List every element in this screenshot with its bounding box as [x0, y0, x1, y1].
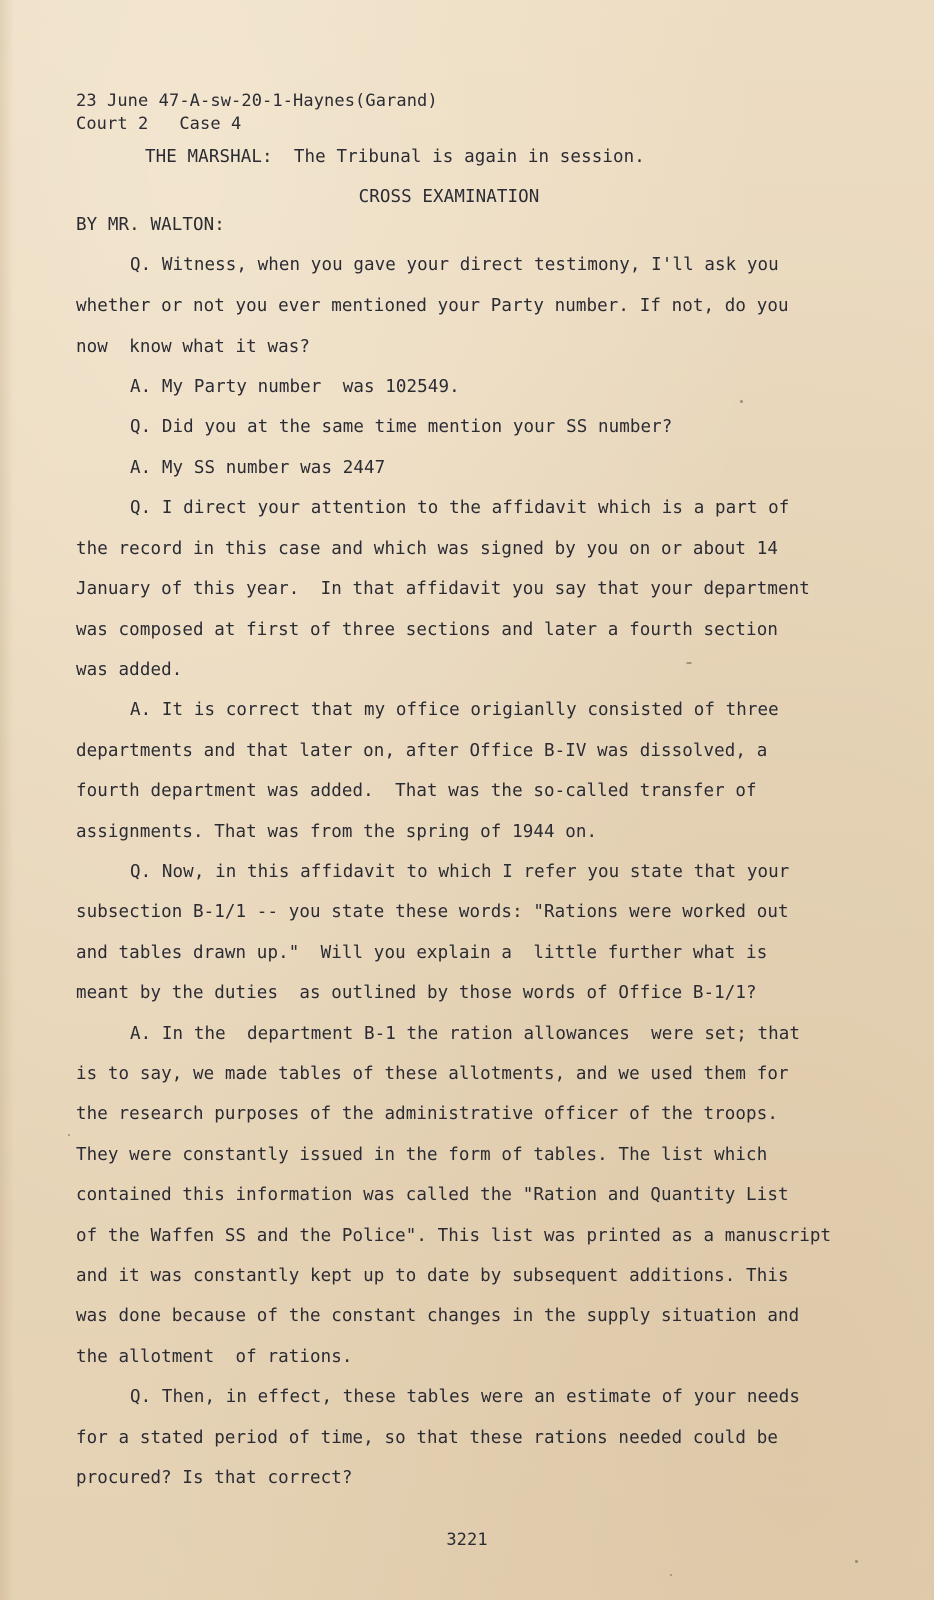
text-line: of the Waffen SS and the Police". This list was printed as a manuscript: [76, 1226, 832, 1246]
section-title: CROSS EXAMINATION: [358, 187, 540, 207]
text-line: Q. Did you at the same time mention your SS number?: [130, 417, 673, 437]
text-line: Q. Witness, when you gave your direct testimony, I'll ask you: [130, 255, 779, 275]
header-line-1: 23 June 47-A-sw-20-1-Haynes(Garand): [76, 91, 438, 111]
page-fold-shadow: [0, 0, 14, 1600]
opening-statement: THE MARSHAL: The Tribunal is again in session.: [145, 147, 645, 167]
text-line: contained this information was called the "Ration and Quantity List: [76, 1185, 789, 1205]
text-line: January of this year. In that affidavit you say that your department: [76, 579, 810, 599]
paper-speck: [670, 1574, 672, 1576]
text-line: the allotment of rations.: [76, 1347, 353, 1367]
text-line: A. It is correct that my office origianlly consisted of three: [130, 700, 779, 720]
text-line: They were constantly issued in the form of tables. The list which: [76, 1145, 768, 1165]
paper-speck: [740, 400, 743, 403]
text-line: Q. Now, in this affidavit to which I refer you state that your: [130, 862, 790, 882]
paper-speck: [855, 1560, 858, 1563]
text-line: assignments. That was from the spring of 1944 on.: [76, 822, 598, 842]
text-line: departments and that later on, after Office B-IV was dissolved, a: [76, 741, 768, 761]
text-line: A. In the department B-1 the ration allowances were set; that: [130, 1024, 801, 1044]
text-line: the record in this case and which was signed by you on or about 14: [76, 539, 778, 559]
text-line: Q. I direct your attention to the affidavit which is a part of: [130, 498, 790, 518]
text-line: A. My Party number was 102549.: [130, 377, 460, 397]
text-line: and tables drawn up." Will you explain a little further what is: [76, 943, 768, 963]
text-line: meant by the duties as outlined by those words of Office B-1/1?: [76, 983, 757, 1003]
text-line: subsection B-1/1 -- you state these words: "Rations were worked out: [76, 902, 789, 922]
text-line: procured? Is that correct?: [76, 1468, 353, 1488]
examiner-line: BY MR. WALTON:: [76, 215, 225, 235]
text-line: now know what it was?: [76, 337, 310, 357]
text-line: A. My SS number was 2447: [130, 458, 386, 478]
text-line: for a stated period of time, so that these rations needed could be: [76, 1428, 778, 1448]
paper-speck: [68, 1134, 70, 1136]
text-line: was composed at first of three sections and later a fourth section: [76, 620, 778, 640]
header-line-2: Court 2 Case 4: [76, 114, 242, 134]
text-line: Q. Then, in effect, these tables were an estimate of your needs: [130, 1387, 801, 1407]
text-line: was added.: [76, 660, 183, 680]
text-line: is to say, we made tables of these allotments, and we used them for: [76, 1064, 789, 1084]
text-line: and it was constantly kept up to date by subsequent additions. This: [76, 1266, 789, 1286]
text-line: the research purposes of the administrative officer of the troops.: [76, 1104, 778, 1124]
text-line: whether or not you ever mentioned your Party number. If not, do you: [76, 296, 789, 316]
text-line: was done because of the constant changes in the supply situation and: [76, 1306, 800, 1326]
text-line: fourth department was added. That was the so-called transfer of: [76, 781, 757, 801]
page-number: 3221: [446, 1530, 488, 1550]
paper-speck: [686, 662, 692, 664]
